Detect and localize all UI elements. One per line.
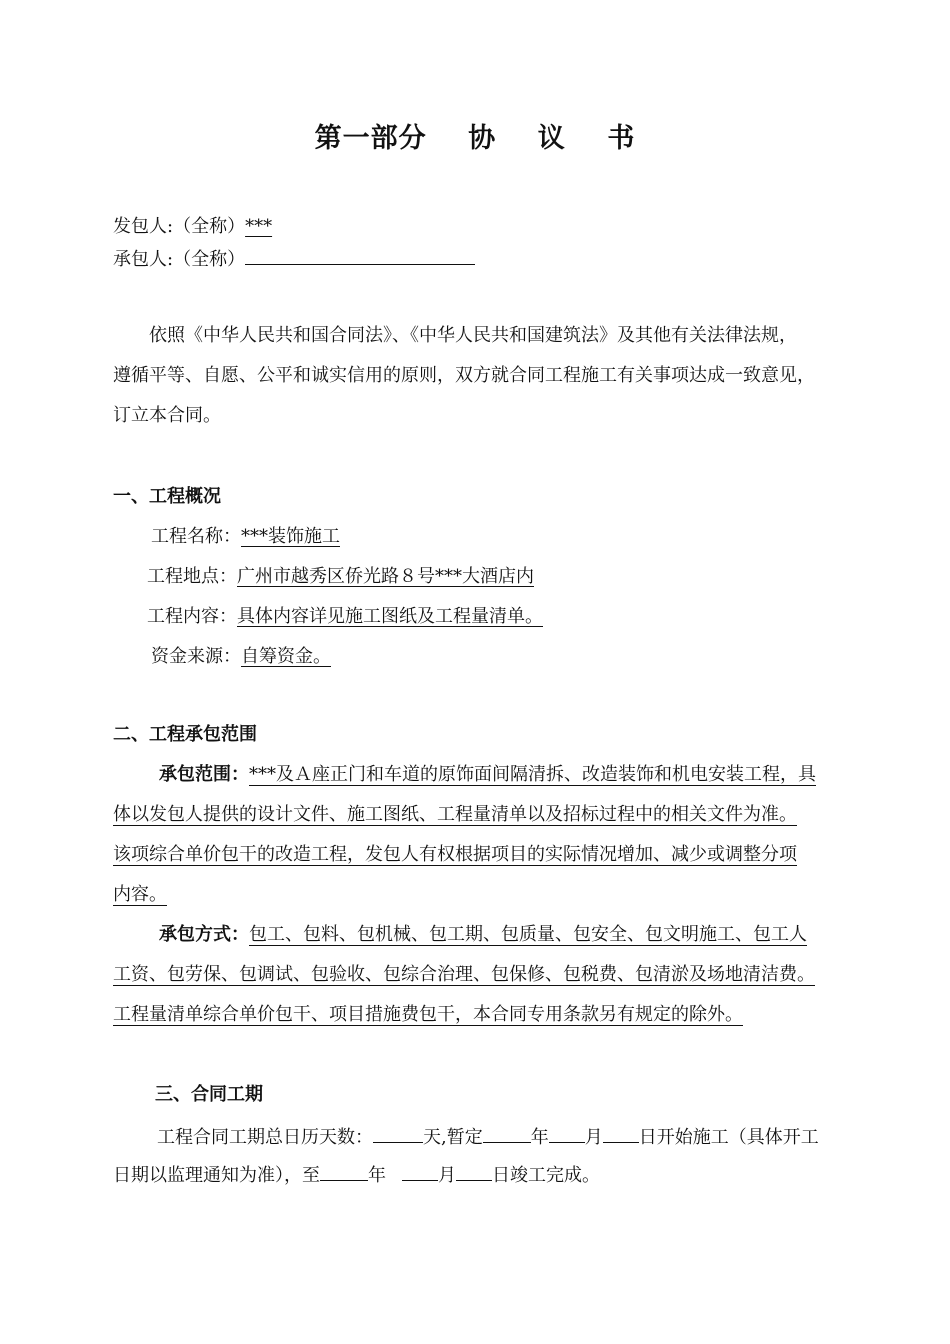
method-line: 工程量清单综合单价包干、项目措施费包干，本合同专用条款另有规定的除外。 — [113, 1004, 743, 1025]
end-day-blank — [456, 1162, 492, 1181]
intro-line: 订立本合同。 — [113, 405, 221, 426]
section3-heading: 三、合同工期 — [155, 1084, 263, 1105]
method-line: 工资、包劳保、包调试、包验收、包综合治理、包保修、包税费、包清淤及场地清洁费。 — [113, 964, 815, 985]
project-location-line — [147, 564, 534, 590]
employer-label: 发包人:（全称） — [113, 216, 246, 237]
scope-line: 该项综合单价包干的改造工程，发包人有权根据项目的实际情况增加、减少或调整分项 — [113, 844, 797, 865]
project-name-line — [151, 524, 340, 550]
scope-line: 体以发包人提供的设计文件、施工图纸、工程量清单以及招标过程中的相关文件为准。 — [113, 804, 797, 825]
project-content-label: 工程内容： — [147, 606, 237, 627]
duration-line-1: 工程合同工期总日历天数： 天,暂定 年 月 日开始施工（具体开工 — [157, 1124, 819, 1151]
project-content-line — [147, 604, 543, 630]
intro-line: 遵循平等、自愿、公平和诚实信用的原则，双方就合同工程施工有关事项达成一致意见， — [113, 365, 815, 386]
funding-label: 资金来源： — [151, 646, 241, 667]
contractor-blank — [245, 246, 475, 265]
end-month-blank — [402, 1162, 438, 1181]
contractor-label: 承包人:（全称） — [113, 249, 246, 270]
intro-paragraph — [113, 316, 815, 436]
employer-line — [113, 214, 272, 240]
scope-line: 内容。 — [113, 884, 167, 905]
funding-line — [151, 644, 331, 670]
start-month-blank — [549, 1124, 585, 1143]
page-title: 第一部分 协 议 书 — [314, 123, 636, 154]
start-year-blank — [483, 1124, 531, 1143]
days-blank — [373, 1124, 423, 1143]
end-year-blank — [320, 1162, 368, 1181]
scope-label: 承包范围： — [159, 764, 249, 785]
scope-line: 承包范围：***及Ａ座正门和车道的原饰面间隔清拆、改造装饰和机电安装工程，具 — [159, 764, 816, 785]
intro-line: 依照《中华人民共和国合同法》、《中华人民共和国建筑法》及其他有关法律法规， — [149, 325, 797, 346]
project-location-value: 广州市越秀区侨光路８号***大酒店内 — [237, 566, 534, 587]
section1-heading: 一、工程概况 — [113, 486, 221, 507]
start-day-blank — [603, 1124, 639, 1143]
method-label: 承包方式： — [159, 924, 249, 945]
funding-value: 自筹资金。 — [241, 646, 331, 667]
project-name-label: 工程名称： — [151, 526, 241, 547]
method-paragraph — [113, 915, 815, 1035]
contractor-line — [113, 246, 475, 273]
method-line: 承包方式：包工、包料、包机械、包工期、包质量、包安全、包文明施工、包工人 — [159, 924, 807, 945]
project-name-value: ***装饰施工 — [241, 526, 340, 547]
employer-value: *** — [245, 216, 273, 237]
duration-line-2: 日期以监理通知为准），至 年 月 日竣工完成。 — [113, 1162, 600, 1189]
project-location-label: 工程地点： — [147, 566, 237, 587]
section2-heading: 二、工程承包范围 — [113, 724, 257, 745]
project-content-value: 具体内容详见施工图纸及工程量清单。 — [237, 606, 543, 627]
scope-paragraph — [113, 755, 816, 915]
